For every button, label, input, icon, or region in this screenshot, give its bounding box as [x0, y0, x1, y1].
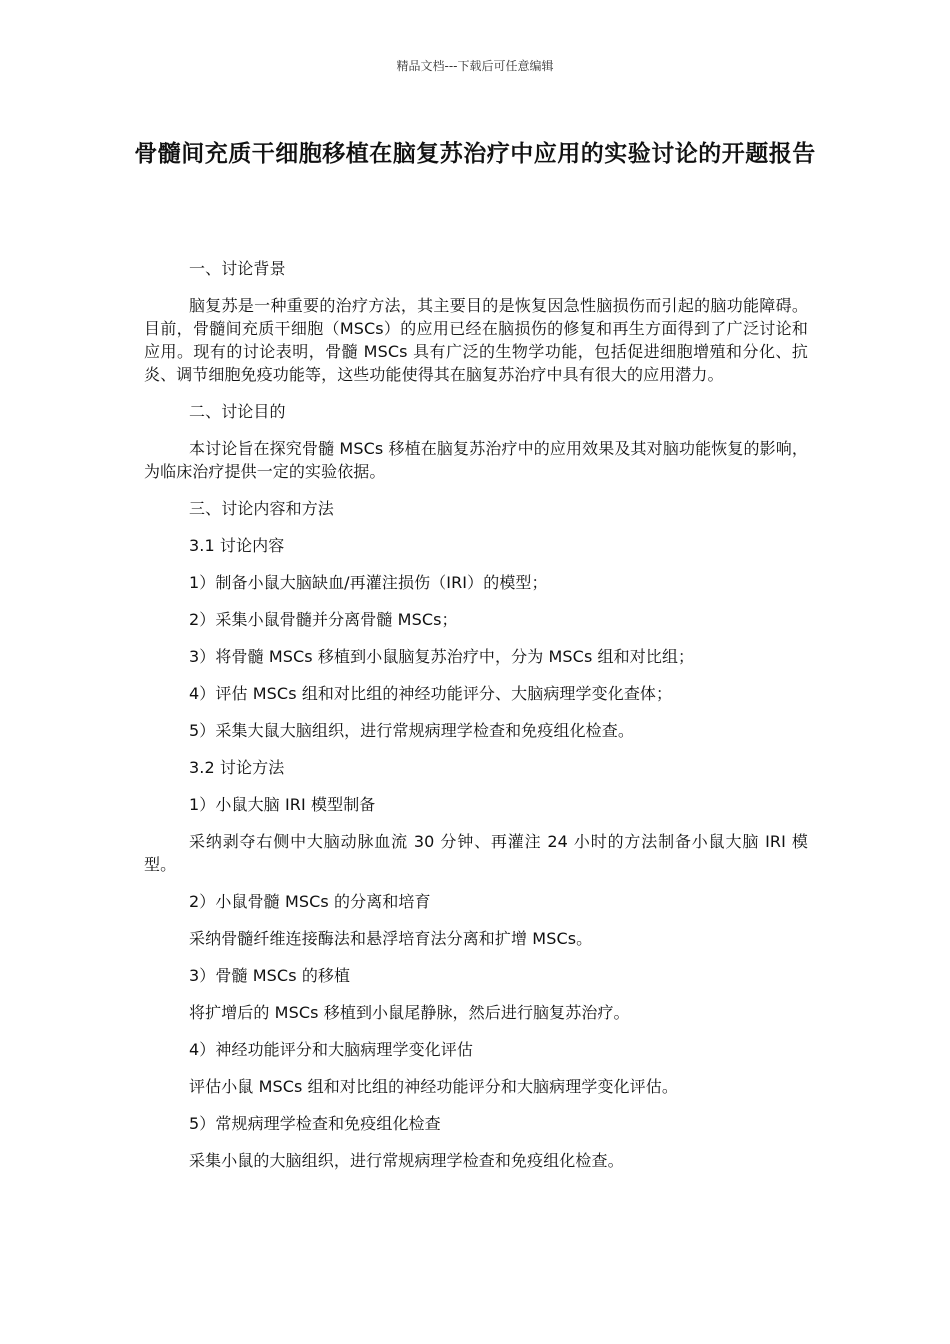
- method-paragraph: 评估小鼠 MSCs 组和对比组的神经功能评分和大脑病理学变化评估。: [189, 1077, 678, 1096]
- list-item: 4）评估 MSCs 组和对比组的神经功能评分、大脑病理学变化查体；: [189, 684, 673, 703]
- document-body: [144, 257, 808, 1172]
- list-item: 5）采集大鼠大脑组织，进行常规病理学检查和免疫组化检查。: [189, 721, 634, 740]
- document-title: 骨髓间充质干细胞移植在脑复苏治疗中应用的实验讨论的开题报告: [134, 141, 816, 167]
- method-paragraph: 采纳剥夺右侧中大脑动脉血流 30 分钟、再灌注 24 小时的方法制备小鼠大脑 IRI 模型。: [144, 832, 808, 874]
- method-heading: 1）小鼠大脑 IRI 模型制备: [189, 795, 376, 814]
- method-paragraph: 将扩增后的 MSCs 移植到小鼠尾静脉，然后进行脑复苏治疗。: [189, 1003, 630, 1022]
- list-item: 2）采集小鼠骨髓并分离骨髓 MSCs；: [189, 610, 458, 629]
- method-heading: 4）神经功能评分和大脑病理学变化评估: [189, 1040, 473, 1059]
- section-heading-background: 一、讨论背景: [189, 259, 286, 278]
- list-item: 1）制备小鼠大脑缺血/再灌注损伤（IRI）的模型；: [189, 573, 548, 592]
- list-item: 3）将骨髓 MSCs 移植到小鼠脑复苏治疗中，分为 MSCs 组和对比组；: [189, 647, 695, 666]
- paragraph-purpose: 本讨论旨在探究骨髓 MSCs 移植在脑复苏治疗中的应用效果及其对脑功能恢复的影响，为临床治疗提供一定的实验依据。: [144, 439, 808, 481]
- method-heading: 2）小鼠骨髓 MSCs 的分离和培育: [189, 892, 431, 911]
- method-paragraph: 采纳骨髓纤维连接酶法和悬浮培育法分离和扩增 MSCs。: [189, 929, 593, 948]
- subsection-heading-content: 3.1 讨论内容: [189, 536, 285, 555]
- paragraph-background: 脑复苏是一种重要的治疗方法，其主要目的是恢复因急性脑损伤而引起的脑功能障碍。目前，骨髓间充质干细胞（MSCs）的应用已经在脑损伤的修复和再生方面得到了广泛讨论和应用。现有的讨论表明，骨髓 MSCs 具有广泛的生物学功能，包括促进细胞增殖和分化、抗炎、调节细胞免疫功能等，这些功能使得其在脑复苏治疗中具有很大的应用潜力。: [144, 296, 808, 384]
- section-heading-purpose: 二、讨论目的: [189, 402, 286, 421]
- method-paragraph: 采集小鼠的大脑组织，进行常规病理学检查和免疫组化检查。: [189, 1151, 624, 1170]
- method-heading: 5）常规病理学检查和免疫组化检查: [189, 1114, 441, 1133]
- header-note: 精品文档---下载后可任意编辑: [396, 59, 554, 73]
- subsection-heading-methods: 3.2 讨论方法: [189, 758, 285, 777]
- method-heading: 3）骨髓 MSCs 的移植: [189, 966, 351, 985]
- section-heading-content-methods: 三、讨论内容和方法: [189, 499, 334, 518]
